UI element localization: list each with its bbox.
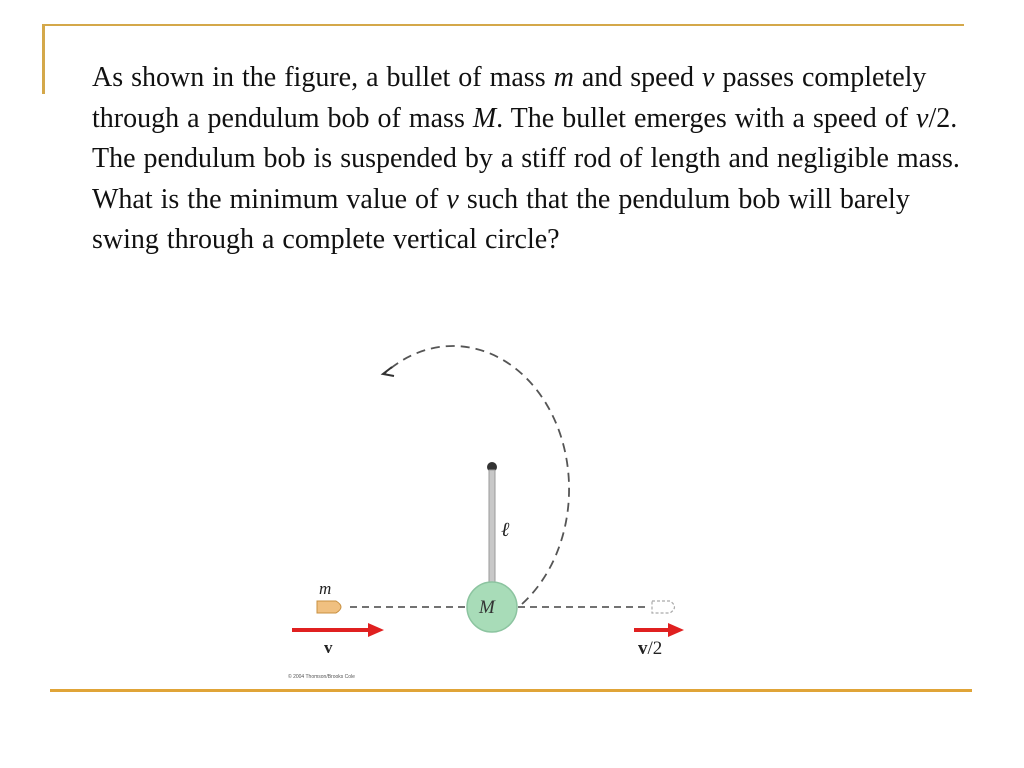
bullet-ghost-icon xyxy=(652,601,675,613)
label-length: ℓ xyxy=(501,519,510,541)
question-part: . The bullet emerges with a speed of xyxy=(496,102,917,134)
accent-bar-vertical xyxy=(42,24,45,94)
label-v-half xyxy=(638,638,662,660)
accent-bar-bottom xyxy=(50,689,972,692)
bullet-icon xyxy=(317,601,341,613)
accent-bar-top xyxy=(42,24,964,26)
question-part: /2. The pendulum bob is suspended by a stiff rod of length and negligible mass. What is the minimum value of xyxy=(92,102,960,215)
label-M: M xyxy=(479,597,495,618)
velocity-arrowhead-v2-icon xyxy=(668,623,684,637)
label-v: v xyxy=(324,638,333,657)
swing-arrow-icon xyxy=(383,367,394,376)
var-M: M xyxy=(472,102,497,134)
velocity-arrowhead-v-icon xyxy=(368,623,384,637)
label-v-half-rest: /2 xyxy=(647,638,663,659)
var-v-half: v xyxy=(916,102,929,134)
pendulum-rod xyxy=(489,470,495,591)
var-v: v xyxy=(702,62,715,93)
label-v-half-bold: v xyxy=(638,638,648,659)
question-part: passes completely through a pendulum bob of mass xyxy=(92,62,927,134)
question-part: such that the pendulum bob will barely swing through a complete vertical circle? xyxy=(92,183,910,255)
question-text xyxy=(92,58,972,261)
question-part: As shown in the figure, a bullet of mass xyxy=(92,62,554,93)
pendulum-diagram xyxy=(286,320,686,685)
var-m: m xyxy=(553,62,574,93)
question-part: and speed xyxy=(573,62,703,93)
swing-path xyxy=(384,346,569,604)
pendulum-figure xyxy=(286,320,686,685)
var-v: v xyxy=(446,183,459,215)
figure-copyright: © 2004 Thomson/Brooks Cole xyxy=(288,674,355,680)
label-m: m xyxy=(319,579,332,598)
